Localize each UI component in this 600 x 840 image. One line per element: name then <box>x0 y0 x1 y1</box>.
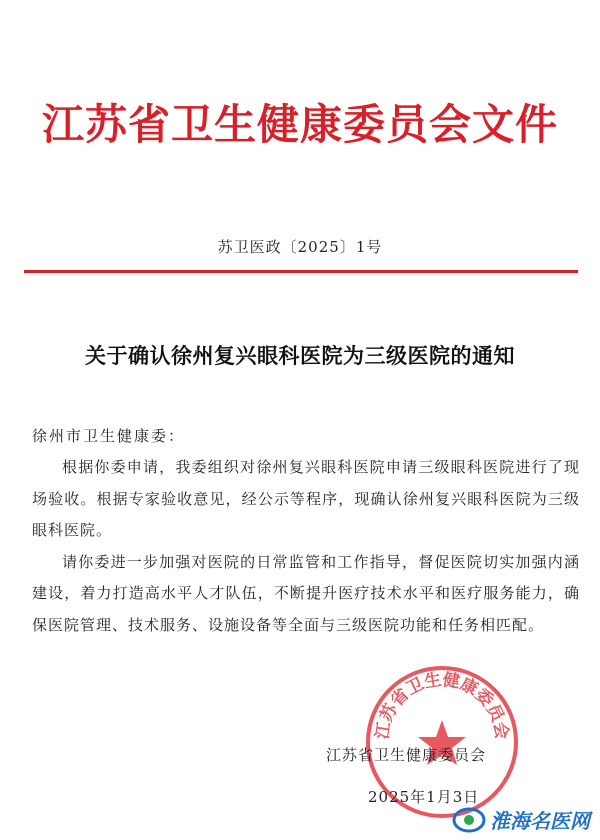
document-title: 关于确认徐州复兴眼科医院为三级医院的通知 <box>85 343 515 368</box>
document-number: 苏卫医政〔2025〕1号 <box>217 238 383 256</box>
document-body <box>32 452 580 641</box>
body-paragraph: 根据你委申请，我委组织对徐州复兴眼科医院申请三级眼科医院进行了现场验收。根据专家验收意见，经公示等程序，现确认徐州复兴眼科医院为三级眼科医院。 <box>32 458 580 539</box>
addressee: 徐州市卫生健康委： <box>32 427 186 445</box>
watermark-logo-icon <box>452 806 486 834</box>
document-date: 2025年1月3日 <box>368 788 480 806</box>
document-masthead: 江苏省卫生健康委员会文件 <box>41 100 558 149</box>
seal-text: 江苏省卫生健康委员会 <box>372 669 512 741</box>
signature-organization: 江苏省卫生健康委员会 <box>326 746 487 764</box>
site-watermark <box>452 805 590 834</box>
watermark-text: 淮海名医网 <box>490 809 590 833</box>
body-paragraph: 请你委进一步加强对医院的日常监管和工作指导，督促医院切实加强内涵建设，着力打造高水平人才队伍，不断提升医疗技术水平和医疗服务能力，确保医院管理、技术服务、设施设备等全面与三级医院功能和任务相匹配。 <box>32 552 580 634</box>
red-divider-line <box>24 270 578 273</box>
